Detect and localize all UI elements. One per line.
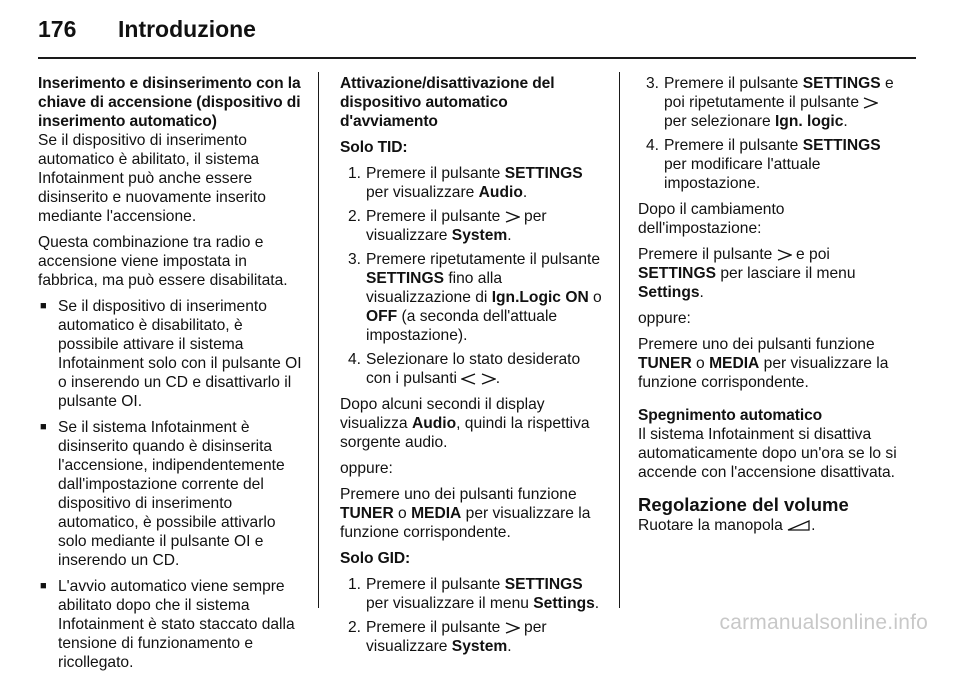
paragraph: Dopo il cambiamento dell'impostazione:: [638, 201, 785, 237]
section-title: Introduzione: [118, 16, 256, 42]
paragraph: Premere uno dei pulsanti funzione TUNER o MEDIA per visualizzare la funzione corrispondente.: [340, 486, 591, 541]
next-triangle-icon: [863, 93, 878, 112]
column-divider: [619, 72, 620, 608]
power-button-symbol: OI: [233, 533, 251, 550]
column-1: [38, 74, 306, 679]
next-triangle-icon: [505, 618, 520, 637]
power-button-symbol: OI: [121, 393, 138, 410]
list-item: ■ Se il dispositivo di inserimento automatico è disabilitato, è possibile attivare il sistema Infotainment solo con il pulsante OI o inserendo un CD e disattivarlo il pulsante OI.: [40, 298, 302, 410]
next-triangle-icon: [481, 369, 496, 388]
list-item: ■ L'avvio automatico viene sempre abilitato dopo che il sistema Infotainment è stato staccato dalla tensione di funzionamento e ricollegato.: [40, 578, 295, 671]
section-heading: Spegnimento automatico: [638, 407, 823, 424]
column-divider: [318, 72, 319, 608]
paragraph: Questa combinazione tra radio e accensione viene impostata in fabbrica, ma può essere disabilitata.: [38, 234, 288, 289]
volume-knob-icon: [787, 516, 811, 535]
section-heading: Attivazione/disattivazione del dispositivo automatico d'avviamento: [340, 75, 555, 130]
paragraph: Dopo alcuni secondi il display visualizza Audio, quindi la rispettiva sorgente audio.: [340, 396, 590, 451]
bullet-icon: ■: [40, 580, 47, 592]
next-triangle-icon: [505, 207, 520, 226]
section-heading: Inserimento e disinserimento con la chiave di accensione (dispositivo di inserimento automatico): [38, 75, 301, 130]
subheading-tid: Solo TID:: [340, 139, 408, 156]
paragraph: oppure:: [638, 310, 691, 327]
list-item: 4. Premere il pulsante SETTINGS per modificare l'attuale impostazione.: [646, 137, 881, 192]
bullet-icon: ■: [40, 421, 47, 433]
watermark: carmanualsonline.info: [719, 611, 928, 634]
paragraph: Premere il pulsante e poi SETTINGS per lasciare il menu Settings.: [638, 246, 856, 301]
list-item: ■ Se il sistema Infotainment è disinserito quando è disinserita l'accensione, indipendentemente dall'impostazione corrente del dispositivo di inserimento automatico, è possibile attivarlo solo mediante il pulsante OI e inserendo un CD.: [40, 419, 285, 569]
page-number: 176: [38, 16, 77, 42]
gid-steps: [340, 575, 608, 656]
list-item: 4. Selezionare lo stato desiderato con i pulsanti .: [348, 351, 581, 387]
list-item: 1. Premere il pulsante SETTINGS per visualizzare il menu Settings.: [348, 576, 600, 612]
paragraph: oppure:: [340, 460, 393, 477]
section-heading: Regolazione del volume: [638, 494, 849, 515]
bullet-list: [38, 297, 306, 672]
prev-triangle-icon: [461, 369, 476, 388]
column-3: [638, 74, 904, 535]
list-item: 1. Premere il pulsante SETTINGS per visualizzare Audio.: [348, 165, 583, 201]
paragraph: Premere uno dei pulsanti funzione TUNER o MEDIA per visualizzare la funzione corrispondente.: [638, 336, 889, 391]
gid-steps-continued: [638, 74, 904, 193]
paragraph: Ruotare la manopola .: [638, 517, 816, 534]
paragraph: Il sistema Infotainment si disattiva automaticamente dopo un'ora se lo si accende con l'accensione disattivata.: [638, 426, 897, 481]
list-item: 3. Premere il pulsante SETTINGS e poi ripetutamente il pulsante per selezionare Ign. logic.: [646, 75, 894, 130]
next-triangle-icon: [777, 245, 792, 264]
header-rule: [38, 57, 916, 59]
bullet-icon: ■: [40, 300, 47, 312]
list-item: 3. Premere ripetutamente il pulsante SETTINGS fino alla visualizzazione di Ign.Logic ON o OFF (a seconda dell'attuale impostazione).: [348, 251, 602, 344]
tid-steps: [340, 164, 608, 388]
subheading-gid: Solo GID:: [340, 550, 411, 567]
paragraph: Se il dispositivo di inserimento automatico è abilitato, il sistema Infotainment può anche essere disinserito e nuovamente inserito mediante l'accensione.: [38, 132, 266, 225]
power-button-symbol: OI: [285, 355, 302, 372]
column-2: [340, 74, 608, 663]
list-item: 2. Premere il pulsante per visualizzare System.: [348, 619, 547, 655]
list-item: 2. Premere il pulsante per visualizzare System.: [348, 208, 547, 244]
